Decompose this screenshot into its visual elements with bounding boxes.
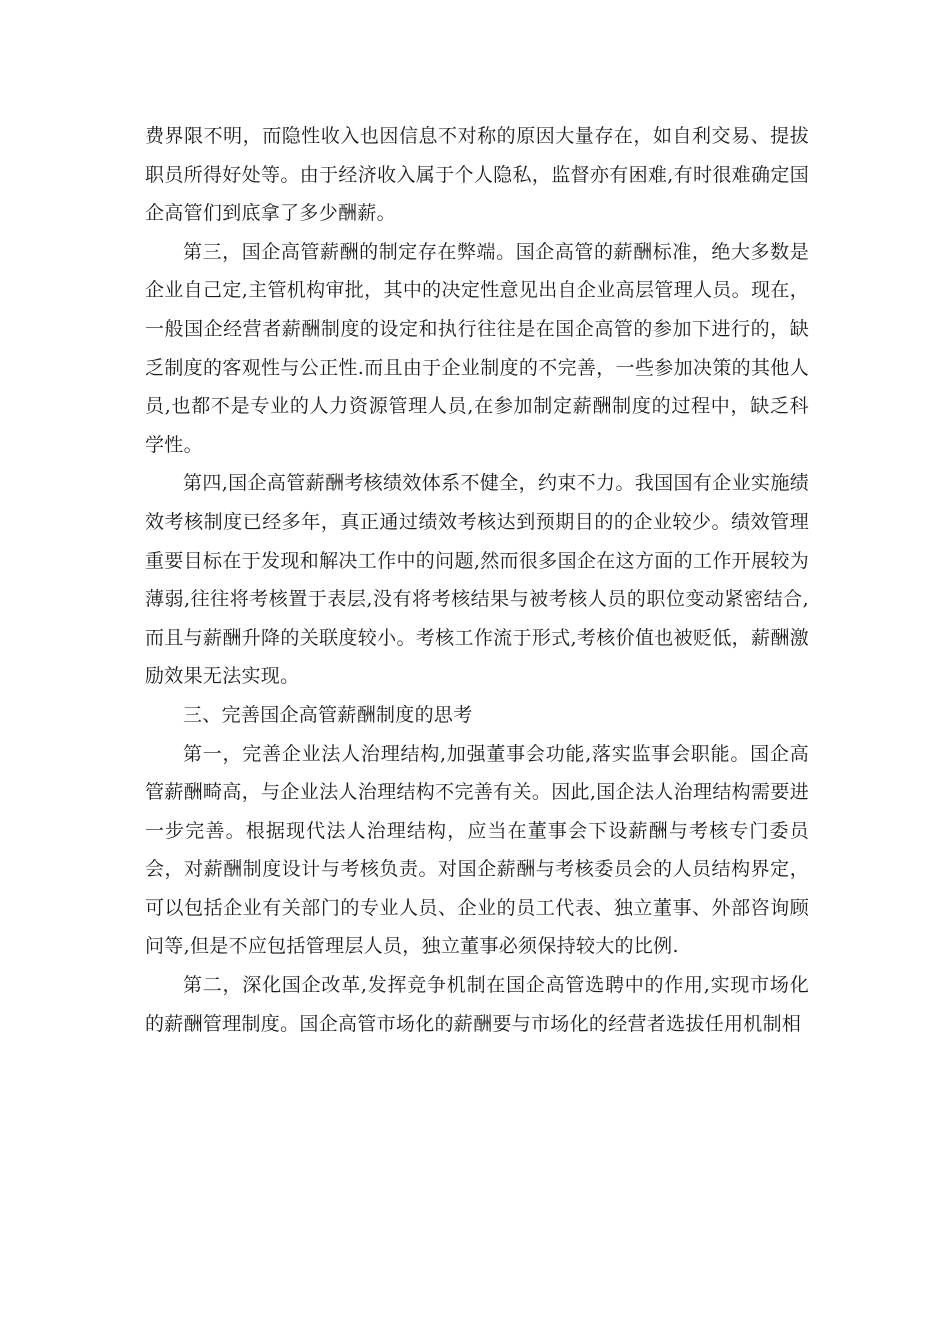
- document-body: [145, 117, 809, 1043]
- paragraph-3: 第四,国企高管薪酬考核绩效体系不健全，约束不力。我国国有企业实施绩效考核制度已经多年，真正通过绩效考核达到预期目的的企业较少。绩效管理重要目标在于发现和解决工作中的问题,然而很多国企在这方面的工作开展较为薄弱,往往将考核置于表层,没有将考核结果与被考核人员的职位变动紧密结合,而且与薪酬升降的关联度较小。考核工作流于形式,考核价值也被贬低，薪酬激励效果无法实现。: [145, 472, 809, 688]
- paragraph-5: 第二，深化国企改革,发挥竞争机制在国企高管选聘中的作用,实现市场化的薪酬管理制度。国企高管市场化的薪酬要与市场化的经营者选拔任用机制相: [145, 974, 809, 1035]
- paragraph-2: 第三，国企高管薪酬的制定存在弊端。国企高管的薪酬标准，绝大多数是企业自己定,主管机构审批，其中的决定性意见出自企业高层管理人员。现在，一般国企经营者薪酬制度的设定和执行往往是在国企高管的参加下进行的，缺乏制度的客观性与公正性.而且由于企业制度的不完善，一些参加决策的其他人员,也都不是专业的人力资源管理人员,在参加制定薪酬制度的过程中，缺乏科学性。: [145, 240, 809, 456]
- paragraph-1: 费界限不明，而隐性收入也因信息不对称的原因大量存在，如自利交易、提拔职员所得好处等。由于经济收入属于个人隐私，监督亦有困难,有时很难确定国企高管们到底拿了多少酬薪。: [145, 125, 809, 225]
- paragraph-4: 第一，完善企业法人治理结构,加强董事会功能,落实监事会职能。国企高管薪酬畸高，与企业法人治理结构不完善有关。因此,国企法人治理结构需要进一步完善。根据现代法人治理结构，应当在董事会下设薪酬与考核专门委员会，对薪酬制度设计与考核负责。对国企薪酬与考核委员会的人员结构界定，可以包括企业有关部门的专业人员、企业的员工代表、独立董事、外部咨询顾问等,但是不应包括管理层人员，独立董事必须保持较大的比例.: [145, 742, 809, 958]
- section-heading: 三、完善国企高管薪酬制度的思考: [183, 703, 473, 726]
